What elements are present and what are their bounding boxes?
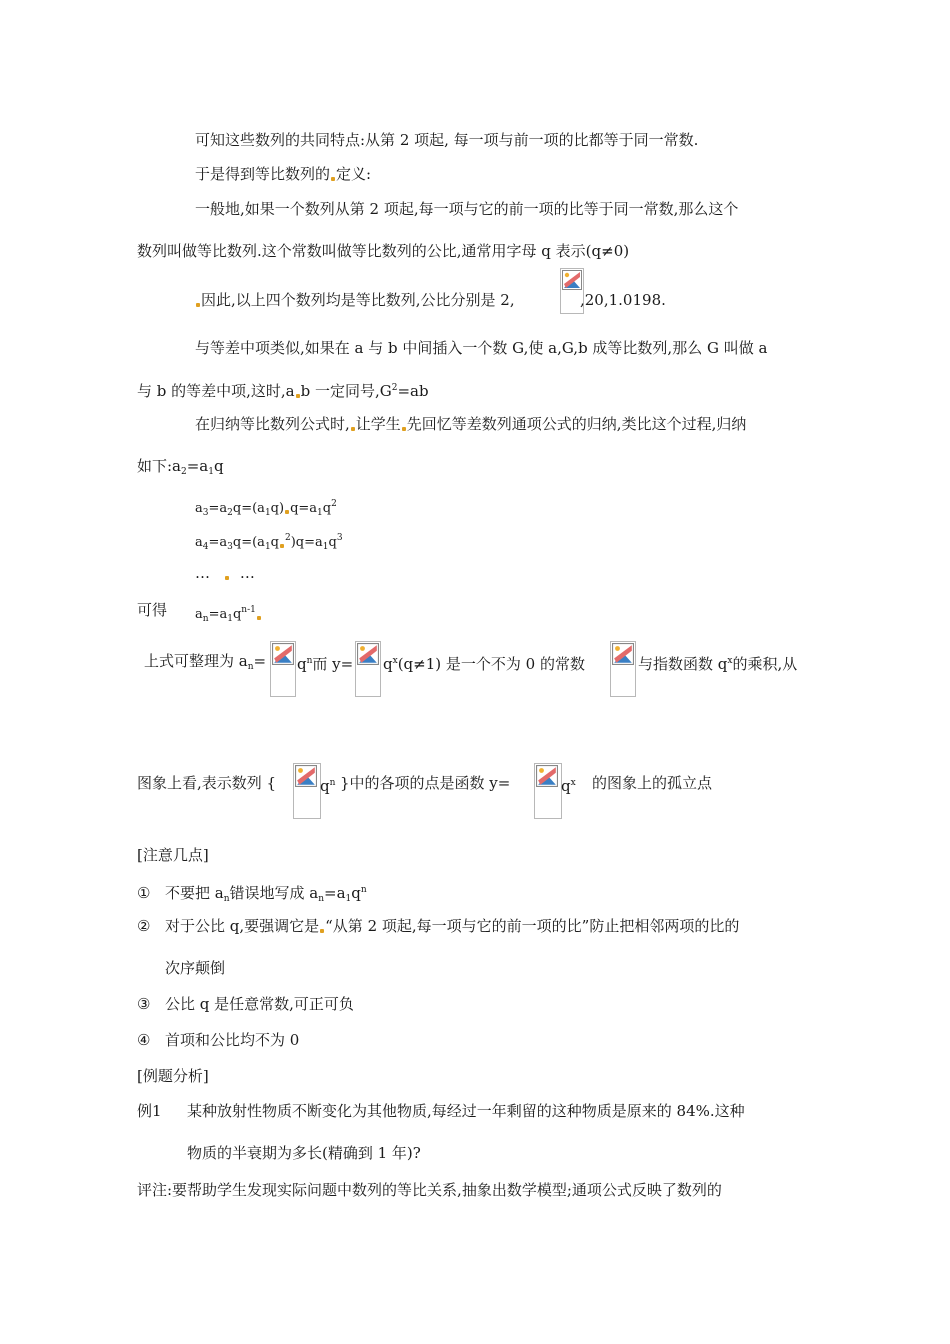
text-line: 上式可整理为 $a_n=$ xyxy=(144,652,267,672)
text-line: 在归纳等比数列公式时, 让学生 先回忆等差数列通项公式的归纳,类比这个过程,归纳 xyxy=(195,415,747,433)
text-line: 图象上看,表示数列 { xyxy=(137,774,277,792)
text-line: 某种放射性物质不断变化为其他物质,每经过一年剩留的这种物质是原来的 84%.这种 xyxy=(187,1102,745,1120)
text-line: 与指数函数 $q^x$的乘积,从 xyxy=(638,655,798,673)
anchor-marker-icon xyxy=(285,510,289,514)
text-line: $q^n$ xyxy=(320,777,336,795)
text-line: $q^x$ xyxy=(561,777,576,795)
formula-line: $a_3=a_2q=(a_1q)$ $q=a_1q^2$ xyxy=(195,499,337,518)
text-line: 与等差中项类似,如果在 a 与 b 中间插入一个数 G,使 a,G,b 成等比数列,那么 G 叫做 a xyxy=(195,339,768,357)
text-line: 如下$:a_2=a_1q$ xyxy=(137,457,224,477)
text-line: 可得 xyxy=(137,601,168,619)
text-line: 于是得到等比数列的 定义: xyxy=(195,165,372,183)
text-line: 与 b 的等差中项,这时,a b 一定同号$,G^2=ab$ xyxy=(137,382,429,400)
formula-line: $a_n=a_1q^{n-1}$ xyxy=(195,600,262,629)
anchor-marker-icon xyxy=(196,303,200,307)
text-line: 数列叫做等比数列.这个常数叫做等比数列的公比,通常用字母 q 表示(q≠0) xyxy=(137,242,630,260)
broken-image-icon xyxy=(355,641,381,697)
text-line: 可知这些数列的共同特点:从第 2 项起, 每一项与前一项的比都等于同一常数. xyxy=(195,131,699,149)
text-line: 评注:要帮助学生发现实际问题中数列的等比关系,抽象出数学模型;通项公式反映了数列的 xyxy=(137,1181,722,1199)
text-line: 物质的半衰期为多长(精确到 1 年)? xyxy=(187,1144,421,1162)
ellipsis-line: … … xyxy=(195,564,255,582)
anchor-marker-icon xyxy=(351,427,355,431)
broken-image-icon xyxy=(293,763,321,819)
text-line: 的图象上的孤立点 xyxy=(592,774,713,792)
list-item: ③ 公比 q 是任意常数,可正可负 xyxy=(137,995,354,1013)
text-line: }中的各项的点是函数 y= xyxy=(340,774,511,792)
text-line: 一般地,如果一个数列从第 2 项起,每一项与它的前一项的比等于同一常数,那么这个 xyxy=(195,200,739,218)
formula-line: $a_4=a_3q=(a_1q$ $^2)q=a_1q^3$ xyxy=(195,533,343,552)
broken-image-icon xyxy=(534,763,562,819)
broken-image-icon xyxy=(610,641,636,697)
anchor-marker-icon xyxy=(280,544,284,548)
text-line: 因此,以上四个数列均是等比数列,公比分别是 2, xyxy=(195,290,515,310)
anchor-marker-icon xyxy=(320,929,324,933)
anchor-marker-icon xyxy=(331,177,335,181)
text-line: $q^n$而 y= xyxy=(297,655,354,673)
anchor-marker-icon xyxy=(257,616,261,620)
section-heading: [例题分析] xyxy=(137,1067,209,1085)
text-line: 次序颠倒 xyxy=(165,959,226,977)
text-line: ,20,1.0198. xyxy=(580,291,666,309)
list-item: ① 不要把 $a_n$错误地写成 $a_n=a_1q^n$ xyxy=(137,884,367,904)
anchor-marker-icon xyxy=(225,576,229,580)
section-heading: [注意几点] xyxy=(137,846,209,864)
anchor-marker-icon xyxy=(402,427,406,431)
list-item: ④ 首项和公比均不为 0 xyxy=(137,1031,300,1049)
anchor-marker-icon xyxy=(296,394,300,398)
example-label: 例1 xyxy=(137,1102,162,1120)
text-line: $q^x(q\ne 1)$ 是一个不为 0 的常数 xyxy=(383,655,585,673)
list-item: ② 对于公比 q,要强调它是 “从第 2 项起,每一项与它的前一项的比”防止把相邻两项的比的 xyxy=(137,917,740,935)
broken-image-icon xyxy=(270,641,296,697)
